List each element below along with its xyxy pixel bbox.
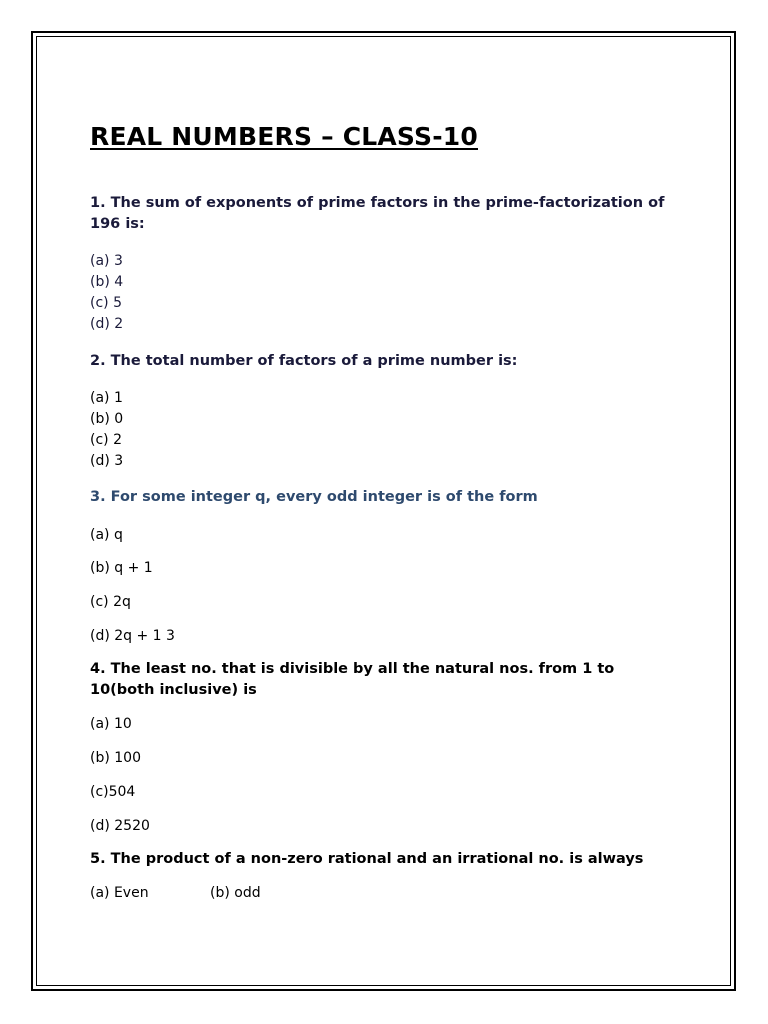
question-1-option-d: (d) 2 (90, 316, 124, 332)
question-4-option-c: (c)504 (90, 784, 136, 800)
question-2-option-c: (c) 2 (90, 432, 122, 448)
question-1: 1. The sum of exponents of prime factors in the prime-factorization of 196 is: (90, 195, 665, 232)
question-3: 3. For some integer q, every odd integer is of the form (90, 489, 538, 505)
question-1-option-b: (b) 4 (90, 274, 124, 290)
question-4-option-b: (b) 100 (90, 750, 141, 766)
question-3-option-a: (a) q (90, 527, 123, 543)
page-title: REAL NUMBERS – CLASS-10 (90, 122, 478, 151)
question-2-option-b: (b) 0 (90, 411, 124, 427)
question-1-option-c: (c) 5 (90, 295, 122, 311)
page-border-inner (36, 36, 731, 986)
question-5: 5. The product of a non-zero rational and an irrational no. is always (90, 851, 644, 867)
question-3-option-d: (d) 2q + 1 3 (90, 628, 175, 644)
question-2-option-d: (d) 3 (90, 453, 124, 469)
question-2-option-a: (a) 1 (90, 390, 123, 406)
question-4-option-d: (d) 2520 (90, 818, 150, 834)
question-4: 4. The least no. that is divisible by all the natural nos. from 1 to 10(both inclusive) is (90, 661, 615, 698)
question-3-option-b: (b) q + 1 (90, 560, 153, 576)
question-2: 2. The total number of factors of a prime number is: (90, 353, 518, 369)
question-4-option-a: (a) 10 (90, 716, 132, 732)
question-3-option-c: (c) 2q (90, 594, 131, 610)
question-5-option-a: (a) Even (90, 885, 149, 901)
question-1-option-a: (a) 3 (90, 253, 123, 269)
question-5-option-b: (b) odd (210, 885, 261, 901)
